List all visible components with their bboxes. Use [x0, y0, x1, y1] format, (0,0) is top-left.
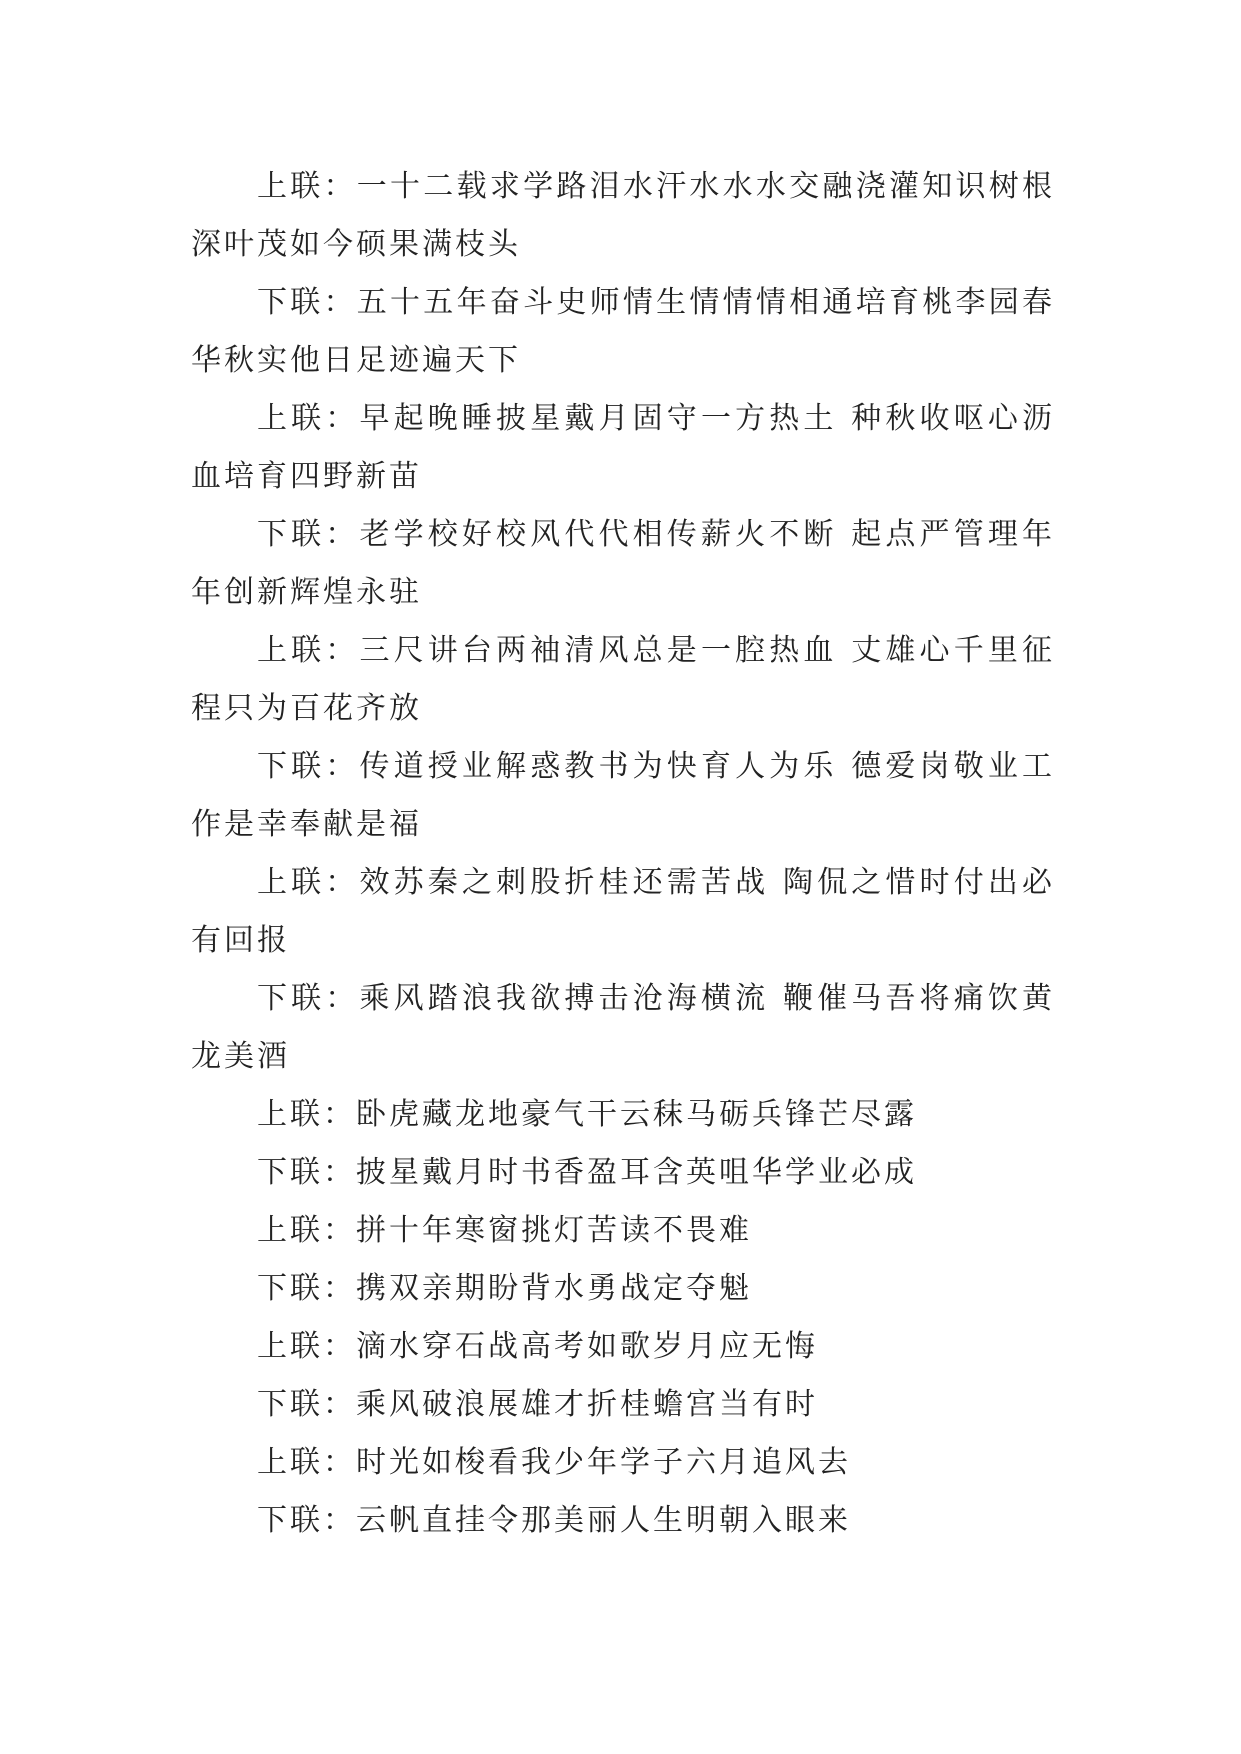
couplet-line: 下联：云帆直挂令那美丽人生明朝入眼来	[257, 1503, 851, 1538]
couplet-line: 下联：传道授业解惑教书为快育人为乐 德爱岗敬业工作是幸奉献是福	[191, 749, 1055, 842]
couplet-line: 上联：拼十年寒窗挑灯苦读不畏难	[257, 1213, 752, 1248]
couplet-line: 上联：早起晚睡披星戴月固守一方热土 种秋收呕心沥血培育四野新苗	[191, 401, 1055, 494]
couplet-line: 上联：三尺讲台两袖清风总是一腔热血 丈雄心千里征程只为百花齐放	[191, 633, 1055, 726]
couplet-line: 上联：时光如梭看我少年学子六月追风去	[257, 1445, 851, 1480]
couplet-line: 下联：携双亲期盼背水勇战定夺魁	[257, 1271, 752, 1306]
couplet-line: 下联：披星戴月时书香盈耳含英咀华学业必成	[257, 1155, 917, 1190]
couplet-line: 下联：老学校好校风代代相传薪火不断 起点严管理年年创新辉煌永驻	[191, 517, 1055, 610]
couplet-line: 上联：卧虎藏龙地豪气干云秣马砺兵锋芒尽露	[257, 1097, 917, 1132]
document-body	[191, 158, 1055, 1550]
couplet-line: 上联：滴水穿石战高考如歌岁月应无悔	[257, 1329, 818, 1364]
couplet-line: 下联：乘风破浪展雄才折桂蟾宫当有时	[257, 1387, 818, 1422]
couplet-line: 下联：乘风踏浪我欲搏击沧海横流 鞭催马吾将痛饮黄龙美酒	[191, 981, 1055, 1074]
couplet-line: 上联：效苏秦之刺股折桂还需苦战 陶侃之惜时付出必有回报	[191, 865, 1055, 958]
couplet-line: 上联：一十二载求学路泪水汗水水水交融浇灌知识树根深叶茂如今硕果满枝头	[191, 169, 1055, 262]
couplet-line: 下联：五十五年奋斗史师情生情情情相通培育桃李园春华秋实他日足迹遍天下	[191, 285, 1055, 378]
